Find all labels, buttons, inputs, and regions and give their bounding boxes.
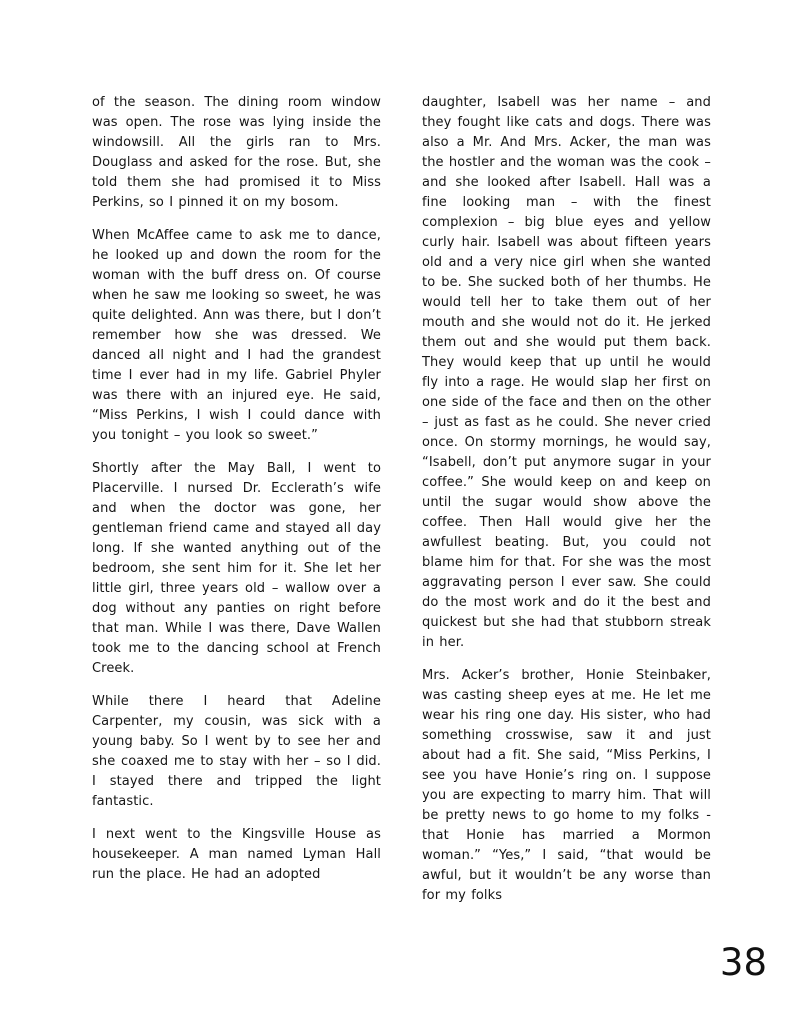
- paragraph: When McAffee came to ask me to dance, he looked up and down the room for the woman with the buff dress on. Of course when he saw me looking so sweet, he was quite delighted. Ann was there, but I don’t remember how she was dressed. We danced all night and I had the grandest time I ever had in my life. Gabriel Phyler was there with an injured eye. He said, “Miss Perkins, I wish I could dance with you tonight – you look so sweet.”: [92, 228, 381, 443]
- two-column-text-layout: [92, 93, 711, 906]
- paragraph: Mrs. Acker’s brother, Honie Steinbaker, was casting sheep eyes at me. He let me wear his ring one day. His sister, who had something crosswise, saw it and just about had a fit. She said, “Miss Perkins, I see you have Honie’s ring on. I suppose you are expecting to marry him. That will be pretty news to go home to my folks - that Honie has married a Mormon woman.” “Yes,” I said, “that would be awful, but it wouldn’t be any worse than for my folks: [422, 668, 711, 903]
- page-number: 38: [719, 941, 767, 984]
- right-column: [422, 93, 711, 906]
- left-column: [92, 93, 381, 906]
- paragraph: I next went to the Kingsville House as housekeeper. A man named Lyman Hall run the place. He had an adopted: [92, 827, 381, 882]
- paragraph: daughter, Isabell was her name – and they fought like cats and dogs. There was also a Mr. And Mrs. Acker, the man was the hostler and the woman was the cook – and she looked after Isabell. Hall was a fine looking man – with the finest complexion – big blue eyes and yellow curly hair. Isabell was about fifteen years old and a very nice girl when she wanted to be. She sucked both of her thumbs. He would tell her to take them out of her mouth and she would not do it. He jerked them out and she would put them back. They would keep that up until he would fly into a rage. He would slap her first on one side of the face and then on the other – just as fast as he could. She never cried once. On stormy mornings, he would say, “Isabell, don’t put anymore sugar in your coffee.” She would keep on and keep on until the sugar would show above the coffee. Then Hall would give her the awfullest beating. But, you could not blame him for that. For she was the most aggravating person I ever saw. She could do the most work and do it the best and quickest but she had that stubborn streak in her.: [422, 95, 711, 650]
- paragraph: of the season. The dining room window was open. The rose was lying inside the windowsill. All the girls ran to Mrs. Douglass and asked for the rose. But, she told them she had promised it to Miss Perkins, so I pinned it on my bosom.: [92, 95, 381, 210]
- paragraph: While there I heard that Adeline Carpenter, my cousin, was sick with a young baby. So I went by to see her and she coaxed me to stay with her – so I did. I stayed there and tripped the light fantastic.: [92, 694, 381, 809]
- paragraph: Shortly after the May Ball, I went to Placerville. I nursed Dr. Ecclerath’s wife and when the doctor was gone, her gentleman friend came and stayed all day long. If she wanted anything out of the bedroom, she sent him for it. She let her little girl, three years old – wallow over a dog without any panties on right before that man. While I was there, Dave Wallen took me to the dancing school at French Creek.: [92, 461, 381, 676]
